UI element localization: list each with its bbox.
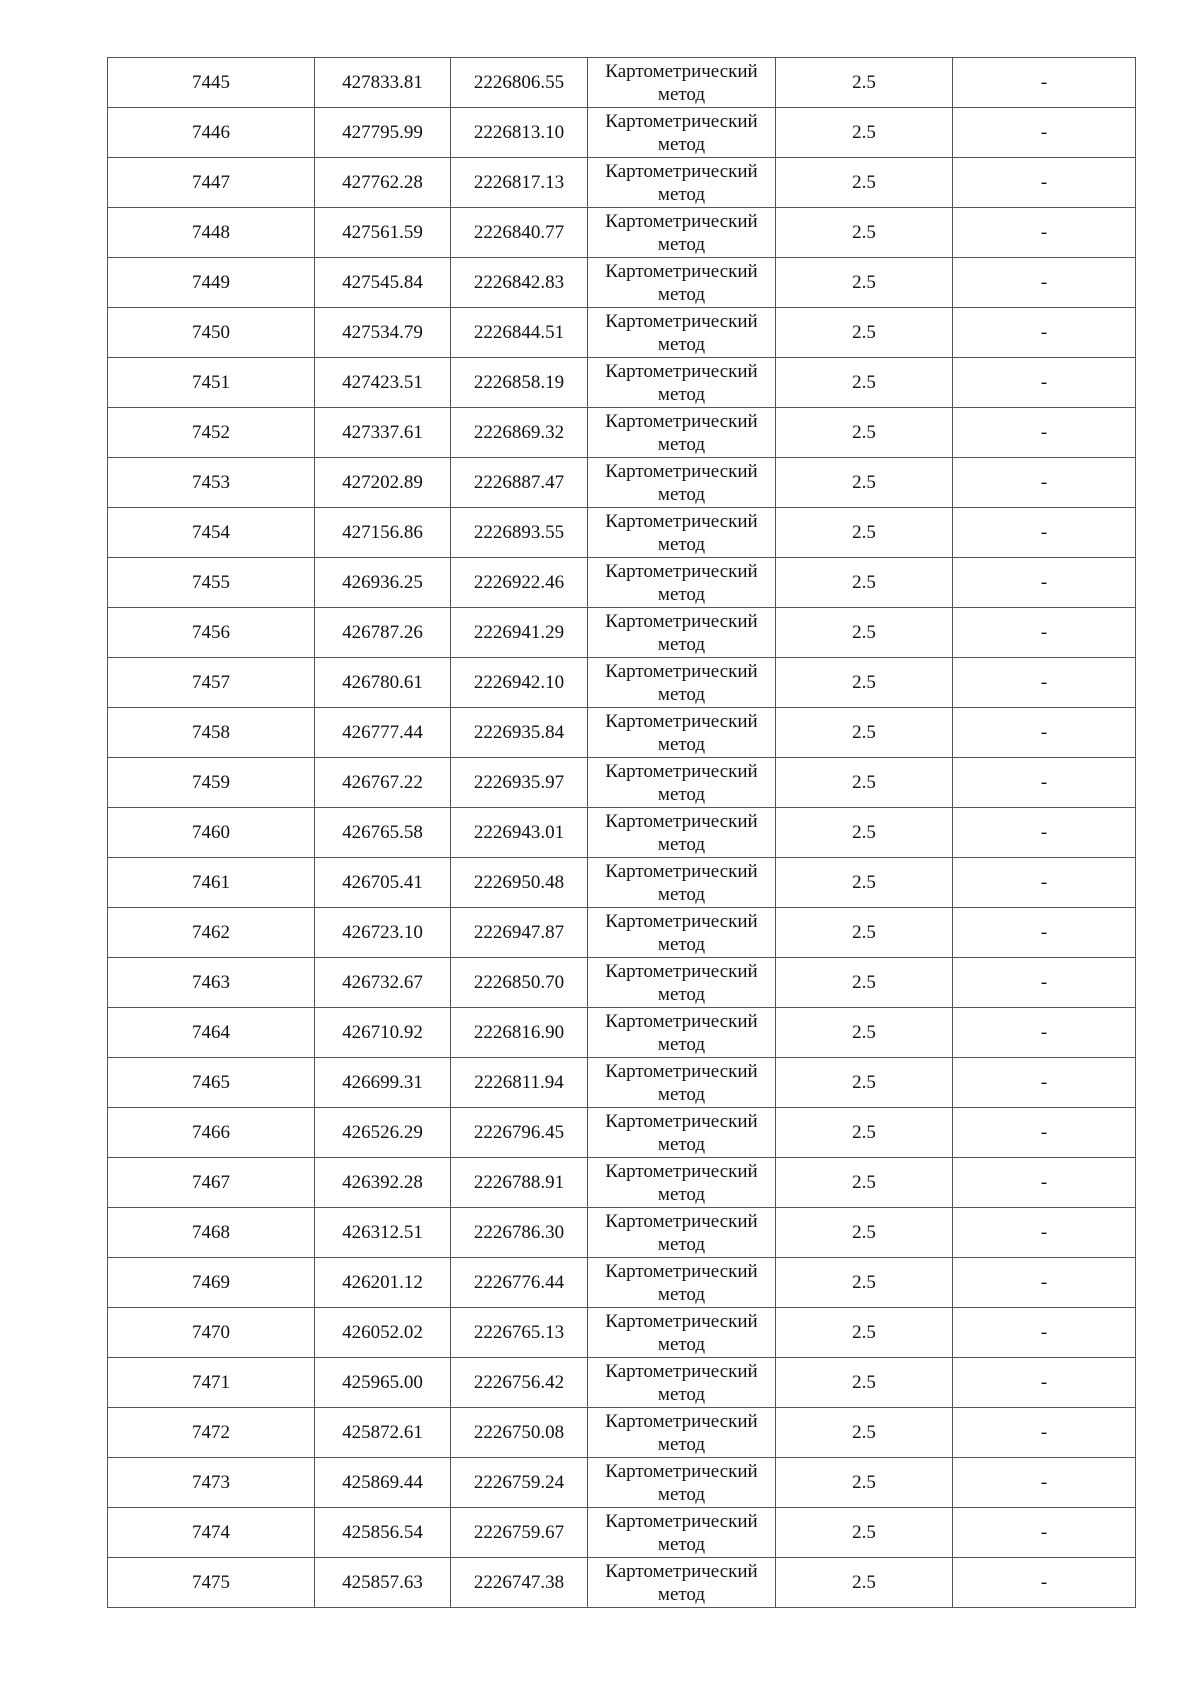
- x-coordinate-cell: 425869.44: [315, 1458, 451, 1508]
- method-text-line: Картометрический: [605, 1510, 758, 1532]
- x-coordinate-cell: 426201.12: [315, 1258, 451, 1308]
- x-coordinate-cell: 426767.22: [315, 758, 451, 808]
- table-row: [108, 808, 1136, 858]
- note-cell: -: [953, 308, 1136, 358]
- point-number-cell: 7466: [108, 1108, 315, 1158]
- table-row: [108, 558, 1136, 608]
- note-cell: -: [953, 908, 1136, 958]
- table-row: [108, 1108, 1136, 1158]
- method-text-line: Картометрический: [605, 610, 758, 632]
- method-text-line: Картометрический: [605, 260, 758, 282]
- method-cell: [588, 158, 776, 208]
- method-text-line: Картометрический: [605, 160, 758, 182]
- method-text-line: метод: [657, 83, 706, 105]
- method-cell: [588, 1208, 776, 1258]
- note-cell: -: [953, 708, 1136, 758]
- method-text-line: метод: [657, 433, 706, 455]
- table-row: [108, 508, 1136, 558]
- method-text-line: метод: [657, 1583, 706, 1605]
- accuracy-cell: 2.5: [776, 58, 953, 108]
- accuracy-cell: 2.5: [776, 108, 953, 158]
- method-text-line: Картометрический: [605, 310, 758, 332]
- accuracy-cell: 2.5: [776, 808, 953, 858]
- note-cell: -: [953, 1258, 1136, 1308]
- x-coordinate-cell: 426787.26: [315, 608, 451, 658]
- y-coordinate-cell: 2226840.77: [451, 208, 588, 258]
- note-cell: -: [953, 208, 1136, 258]
- method-cell: [588, 1408, 776, 1458]
- table-row: [108, 208, 1136, 258]
- accuracy-cell: 2.5: [776, 1308, 953, 1358]
- method-text-line: Картометрический: [605, 760, 758, 782]
- method-text-line: Картометрический: [605, 860, 758, 882]
- x-coordinate-cell: 427762.28: [315, 158, 451, 208]
- x-coordinate-cell: 427561.59: [315, 208, 451, 258]
- method-text-line: Картометрический: [605, 60, 758, 82]
- method-cell: [588, 458, 776, 508]
- accuracy-cell: 2.5: [776, 308, 953, 358]
- method-cell: [588, 108, 776, 158]
- method-cell: [588, 908, 776, 958]
- note-cell: -: [953, 508, 1136, 558]
- method-cell: [588, 608, 776, 658]
- y-coordinate-cell: 2226935.84: [451, 708, 588, 758]
- table-row: [108, 1058, 1136, 1108]
- point-number-cell: 7446: [108, 108, 315, 158]
- method-cell: [588, 308, 776, 358]
- note-cell: -: [953, 458, 1136, 508]
- note-cell: -: [953, 1558, 1136, 1608]
- note-cell: -: [953, 1358, 1136, 1408]
- y-coordinate-cell: 2226844.51: [451, 308, 588, 358]
- method-text-line: Картометрический: [605, 1560, 758, 1582]
- y-coordinate-cell: 2226950.48: [451, 858, 588, 908]
- method-cell: [588, 1458, 776, 1508]
- method-cell: [588, 408, 776, 458]
- note-cell: -: [953, 1158, 1136, 1208]
- accuracy-cell: 2.5: [776, 458, 953, 508]
- accuracy-cell: 2.5: [776, 858, 953, 908]
- accuracy-cell: 2.5: [776, 1508, 953, 1558]
- method-text-line: Картометрический: [605, 210, 758, 232]
- y-coordinate-cell: 2226842.83: [451, 258, 588, 308]
- x-coordinate-cell: 425856.54: [315, 1508, 451, 1558]
- method-text-line: метод: [657, 683, 706, 705]
- y-coordinate-cell: 2226887.47: [451, 458, 588, 508]
- accuracy-cell: 2.5: [776, 1558, 953, 1608]
- table-row: [108, 608, 1136, 658]
- y-coordinate-cell: 2226806.55: [451, 58, 588, 108]
- method-text-line: метод: [657, 1383, 706, 1405]
- point-number-cell: 7464: [108, 1008, 315, 1058]
- note-cell: -: [953, 158, 1136, 208]
- point-number-cell: 7463: [108, 958, 315, 1008]
- point-number-cell: 7460: [108, 808, 315, 858]
- method-cell: [588, 258, 776, 308]
- method-cell: [588, 958, 776, 1008]
- point-number-cell: 7455: [108, 558, 315, 608]
- y-coordinate-cell: 2226788.91: [451, 1158, 588, 1208]
- y-coordinate-cell: 2226942.10: [451, 658, 588, 708]
- accuracy-cell: 2.5: [776, 1058, 953, 1108]
- x-coordinate-cell: 426052.02: [315, 1308, 451, 1358]
- method-text-line: метод: [657, 1333, 706, 1355]
- x-coordinate-cell: 426765.58: [315, 808, 451, 858]
- x-coordinate-cell: 426392.28: [315, 1158, 451, 1208]
- point-number-cell: 7472: [108, 1408, 315, 1458]
- method-text-line: метод: [657, 383, 706, 405]
- y-coordinate-cell: 2226765.13: [451, 1308, 588, 1358]
- method-text-line: метод: [657, 1233, 706, 1255]
- table-row: [108, 1158, 1136, 1208]
- x-coordinate-cell: 425872.61: [315, 1408, 451, 1458]
- method-cell: [588, 1058, 776, 1108]
- point-number-cell: 7462: [108, 908, 315, 958]
- x-coordinate-cell: 426723.10: [315, 908, 451, 958]
- y-coordinate-cell: 2226756.42: [451, 1358, 588, 1408]
- method-text-line: метод: [657, 533, 706, 555]
- point-number-cell: 7459: [108, 758, 315, 808]
- accuracy-cell: 2.5: [776, 908, 953, 958]
- method-cell: [588, 758, 776, 808]
- point-number-cell: 7448: [108, 208, 315, 258]
- method-text-line: метод: [657, 133, 706, 155]
- method-text-line: метод: [657, 283, 706, 305]
- y-coordinate-cell: 2226747.38: [451, 1558, 588, 1608]
- note-cell: -: [953, 758, 1136, 808]
- note-cell: -: [953, 558, 1136, 608]
- method-cell: [588, 1358, 776, 1408]
- table-row: [108, 908, 1136, 958]
- accuracy-cell: 2.5: [776, 658, 953, 708]
- point-number-cell: 7451: [108, 358, 315, 408]
- method-text-line: Картометрический: [605, 460, 758, 482]
- y-coordinate-cell: 2226816.90: [451, 1008, 588, 1058]
- x-coordinate-cell: 427833.81: [315, 58, 451, 108]
- method-text-line: метод: [657, 583, 706, 605]
- method-text-line: Картометрический: [605, 1060, 758, 1082]
- method-text-line: метод: [657, 1083, 706, 1105]
- method-text-line: метод: [657, 783, 706, 805]
- y-coordinate-cell: 2226935.97: [451, 758, 588, 808]
- method-text-line: метод: [657, 233, 706, 255]
- method-text-line: Картометрический: [605, 1210, 758, 1232]
- y-coordinate-cell: 2226796.45: [451, 1108, 588, 1158]
- x-coordinate-cell: 425857.63: [315, 1558, 451, 1608]
- table-row: [108, 708, 1136, 758]
- point-number-cell: 7457: [108, 658, 315, 708]
- note-cell: -: [953, 108, 1136, 158]
- accuracy-cell: 2.5: [776, 558, 953, 608]
- point-number-cell: 7465: [108, 1058, 315, 1108]
- table-row: [108, 1408, 1136, 1458]
- table-row: [108, 408, 1136, 458]
- table-row: [108, 108, 1136, 158]
- accuracy-cell: 2.5: [776, 258, 953, 308]
- note-cell: -: [953, 1008, 1136, 1058]
- method-text-line: Картометрический: [605, 360, 758, 382]
- method-text-line: Картометрический: [605, 410, 758, 432]
- x-coordinate-cell: 426699.31: [315, 1058, 451, 1108]
- method-cell: [588, 858, 776, 908]
- method-cell: [588, 1558, 776, 1608]
- y-coordinate-cell: 2226858.19: [451, 358, 588, 408]
- point-number-cell: 7447: [108, 158, 315, 208]
- y-coordinate-cell: 2226759.67: [451, 1508, 588, 1558]
- method-text-line: метод: [657, 633, 706, 655]
- point-number-cell: 7450: [108, 308, 315, 358]
- method-cell: [588, 558, 776, 608]
- x-coordinate-cell: 426526.29: [315, 1108, 451, 1158]
- note-cell: -: [953, 58, 1136, 108]
- x-coordinate-cell: 427423.51: [315, 358, 451, 408]
- note-cell: -: [953, 1408, 1136, 1458]
- note-cell: -: [953, 958, 1136, 1008]
- method-text-line: метод: [657, 1483, 706, 1505]
- y-coordinate-cell: 2226786.30: [451, 1208, 588, 1258]
- table-row: [108, 958, 1136, 1008]
- point-number-cell: 7456: [108, 608, 315, 658]
- method-text-line: Картометрический: [605, 510, 758, 532]
- table-row: [108, 58, 1136, 108]
- accuracy-cell: 2.5: [776, 508, 953, 558]
- x-coordinate-cell: 426705.41: [315, 858, 451, 908]
- method-text-line: Картометрический: [605, 1110, 758, 1132]
- table-row: [108, 1508, 1136, 1558]
- x-coordinate-cell: 426710.92: [315, 1008, 451, 1058]
- y-coordinate-cell: 2226817.13: [451, 158, 588, 208]
- note-cell: -: [953, 1458, 1136, 1508]
- method-cell: [588, 1508, 776, 1558]
- accuracy-cell: 2.5: [776, 758, 953, 808]
- method-text-line: метод: [657, 1433, 706, 1455]
- note-cell: -: [953, 1058, 1136, 1108]
- point-number-cell: 7461: [108, 858, 315, 908]
- method-cell: [588, 208, 776, 258]
- accuracy-cell: 2.5: [776, 1458, 953, 1508]
- table-row: [108, 1558, 1136, 1608]
- table-row: [108, 658, 1136, 708]
- method-text-line: метод: [657, 333, 706, 355]
- method-cell: [588, 58, 776, 108]
- y-coordinate-cell: 2226869.32: [451, 408, 588, 458]
- y-coordinate-cell: 2226850.70: [451, 958, 588, 1008]
- point-number-cell: 7458: [108, 708, 315, 758]
- accuracy-cell: 2.5: [776, 1158, 953, 1208]
- table-row: [108, 1358, 1136, 1408]
- y-coordinate-cell: 2226947.87: [451, 908, 588, 958]
- method-text-line: метод: [657, 933, 706, 955]
- table-row: [108, 258, 1136, 308]
- point-number-cell: 7467: [108, 1158, 315, 1208]
- table-row: [108, 458, 1136, 508]
- y-coordinate-cell: 2226943.01: [451, 808, 588, 858]
- y-coordinate-cell: 2226759.24: [451, 1458, 588, 1508]
- method-text-line: Картометрический: [605, 710, 758, 732]
- table-row: [108, 1208, 1136, 1258]
- method-text-line: Картометрический: [605, 1310, 758, 1332]
- method-text-line: метод: [657, 733, 706, 755]
- x-coordinate-cell: 426732.67: [315, 958, 451, 1008]
- table-row: [108, 358, 1136, 408]
- note-cell: -: [953, 608, 1136, 658]
- method-cell: [588, 1308, 776, 1358]
- method-text-line: Картометрический: [605, 1360, 758, 1382]
- method-text-line: метод: [657, 883, 706, 905]
- accuracy-cell: 2.5: [776, 708, 953, 758]
- method-cell: [588, 658, 776, 708]
- method-text-line: метод: [657, 1183, 706, 1205]
- accuracy-cell: 2.5: [776, 408, 953, 458]
- table-row: [108, 308, 1136, 358]
- x-coordinate-cell: 425965.00: [315, 1358, 451, 1408]
- y-coordinate-cell: 2226893.55: [451, 508, 588, 558]
- table-body: [108, 58, 1136, 1608]
- method-text-line: метод: [657, 1033, 706, 1055]
- method-text-line: метод: [657, 833, 706, 855]
- method-text-line: метод: [657, 183, 706, 205]
- method-cell: [588, 708, 776, 758]
- x-coordinate-cell: 427795.99: [315, 108, 451, 158]
- coordinates-table: [107, 57, 1136, 1608]
- accuracy-cell: 2.5: [776, 608, 953, 658]
- table-row: [108, 1258, 1136, 1308]
- table-row: [108, 1308, 1136, 1358]
- method-text-line: Картометрический: [605, 1410, 758, 1432]
- point-number-cell: 7468: [108, 1208, 315, 1258]
- x-coordinate-cell: 427156.86: [315, 508, 451, 558]
- note-cell: -: [953, 658, 1136, 708]
- note-cell: -: [953, 858, 1136, 908]
- y-coordinate-cell: 2226750.08: [451, 1408, 588, 1458]
- method-cell: [588, 1258, 776, 1308]
- y-coordinate-cell: 2226941.29: [451, 608, 588, 658]
- method-text-line: Картометрический: [605, 1260, 758, 1282]
- method-text-line: метод: [657, 1283, 706, 1305]
- point-number-cell: 7470: [108, 1308, 315, 1358]
- y-coordinate-cell: 2226776.44: [451, 1258, 588, 1308]
- point-number-cell: 7453: [108, 458, 315, 508]
- note-cell: -: [953, 1208, 1136, 1258]
- y-coordinate-cell: 2226811.94: [451, 1058, 588, 1108]
- x-coordinate-cell: 427534.79: [315, 308, 451, 358]
- method-cell: [588, 808, 776, 858]
- accuracy-cell: 2.5: [776, 958, 953, 1008]
- note-cell: -: [953, 808, 1136, 858]
- x-coordinate-cell: 426780.61: [315, 658, 451, 708]
- method-text-line: Картометрический: [605, 1160, 758, 1182]
- point-number-cell: 7475: [108, 1558, 315, 1608]
- point-number-cell: 7471: [108, 1358, 315, 1408]
- accuracy-cell: 2.5: [776, 358, 953, 408]
- method-text-line: Картометрический: [605, 960, 758, 982]
- method-text-line: метод: [657, 1533, 706, 1555]
- note-cell: -: [953, 1108, 1136, 1158]
- method-text-line: Картометрический: [605, 1010, 758, 1032]
- accuracy-cell: 2.5: [776, 158, 953, 208]
- method-cell: [588, 1108, 776, 1158]
- accuracy-cell: 2.5: [776, 1008, 953, 1058]
- point-number-cell: 7469: [108, 1258, 315, 1308]
- note-cell: -: [953, 358, 1136, 408]
- y-coordinate-cell: 2226813.10: [451, 108, 588, 158]
- method-text-line: Картометрический: [605, 110, 758, 132]
- accuracy-cell: 2.5: [776, 1108, 953, 1158]
- x-coordinate-cell: 426777.44: [315, 708, 451, 758]
- note-cell: -: [953, 1508, 1136, 1558]
- accuracy-cell: 2.5: [776, 1208, 953, 1258]
- method-text-line: метод: [657, 983, 706, 1005]
- x-coordinate-cell: 427202.89: [315, 458, 451, 508]
- accuracy-cell: 2.5: [776, 208, 953, 258]
- note-cell: -: [953, 1308, 1136, 1358]
- method-text-line: Картометрический: [605, 660, 758, 682]
- point-number-cell: 7449: [108, 258, 315, 308]
- point-number-cell: 7445: [108, 58, 315, 108]
- x-coordinate-cell: 426936.25: [315, 558, 451, 608]
- table-row: [108, 858, 1136, 908]
- method-text-line: метод: [657, 483, 706, 505]
- y-coordinate-cell: 2226922.46: [451, 558, 588, 608]
- point-number-cell: 7474: [108, 1508, 315, 1558]
- point-number-cell: 7452: [108, 408, 315, 458]
- accuracy-cell: 2.5: [776, 1358, 953, 1408]
- note-cell: -: [953, 408, 1136, 458]
- x-coordinate-cell: 427337.61: [315, 408, 451, 458]
- x-coordinate-cell: 427545.84: [315, 258, 451, 308]
- note-cell: -: [953, 258, 1136, 308]
- table-row: [108, 1008, 1136, 1058]
- method-text-line: Картометрический: [605, 810, 758, 832]
- method-text-line: Картометрический: [605, 1460, 758, 1482]
- table-row: [108, 1458, 1136, 1508]
- method-cell: [588, 508, 776, 558]
- accuracy-cell: 2.5: [776, 1408, 953, 1458]
- method-text-line: Картометрический: [605, 910, 758, 932]
- method-cell: [588, 358, 776, 408]
- accuracy-cell: 2.5: [776, 1258, 953, 1308]
- method-text-line: метод: [657, 1133, 706, 1155]
- x-coordinate-cell: 426312.51: [315, 1208, 451, 1258]
- point-number-cell: 7454: [108, 508, 315, 558]
- method-text-line: Картометрический: [605, 560, 758, 582]
- method-cell: [588, 1008, 776, 1058]
- method-cell: [588, 1158, 776, 1208]
- table-row: [108, 158, 1136, 208]
- point-number-cell: 7473: [108, 1458, 315, 1508]
- table-row: [108, 758, 1136, 808]
